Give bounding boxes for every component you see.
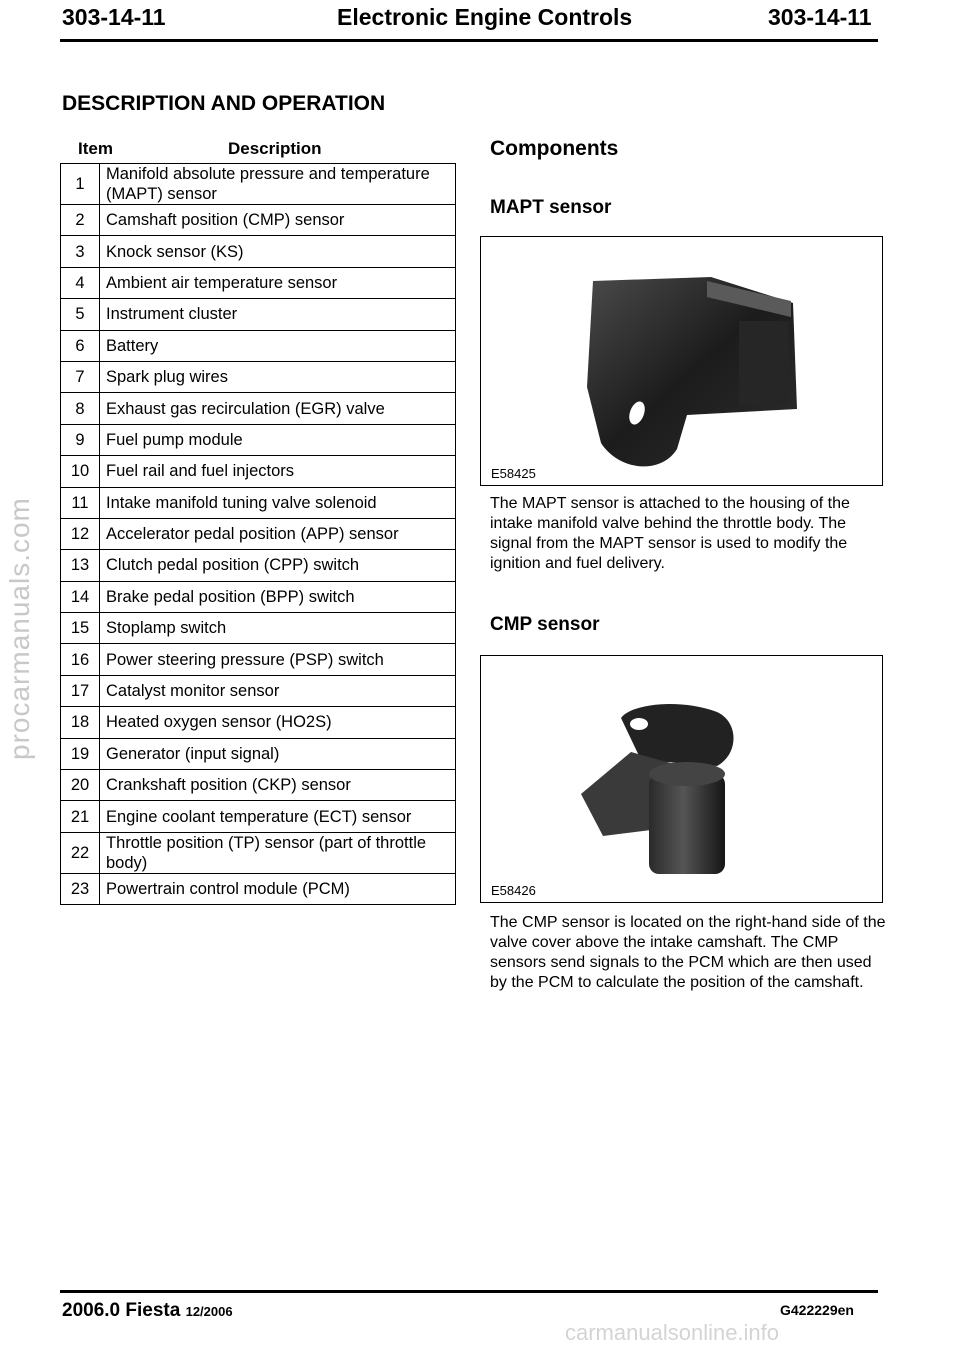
table-row (61, 518, 456, 549)
item-number: 4 (61, 267, 100, 298)
item-description: Ambient air temperature sensor (100, 267, 456, 298)
mapt-figure-code: E58425 (491, 466, 536, 481)
table-row (61, 613, 456, 644)
item-description: Exhaust gas recirculation (EGR) valve (100, 393, 456, 424)
table-row (61, 581, 456, 612)
item-number: 1 (61, 164, 100, 205)
bottom-watermark: carmanualsonline.info (565, 1320, 780, 1345)
item-description: Powertrain control module (PCM) (100, 873, 456, 904)
item-description: Engine coolant temperature (ECT) sensor (100, 801, 456, 832)
item-description: Stoplamp switch (100, 613, 456, 644)
item-number: 6 (61, 330, 100, 361)
item-description: Battery (100, 330, 456, 361)
table-row (61, 361, 456, 392)
items-table (60, 163, 456, 905)
header-page-number-left: 303-14-11 (62, 4, 166, 30)
table-row (61, 675, 456, 706)
table-row (61, 873, 456, 904)
table-row (61, 205, 456, 236)
table-row (61, 267, 456, 298)
item-number: 5 (61, 299, 100, 330)
item-number: 14 (61, 581, 100, 612)
footer-document-code: G422229en (780, 1302, 854, 1318)
table-row (61, 801, 456, 832)
table-row (61, 393, 456, 424)
item-description: Instrument cluster (100, 299, 456, 330)
table-row (61, 299, 456, 330)
header-rule (60, 39, 878, 42)
item-number: 2 (61, 205, 100, 236)
item-description: Fuel pump module (100, 424, 456, 455)
item-description: Intake manifold tuning valve solenoid (100, 487, 456, 518)
cmp-description: The CMP sensor is located on the right-hand side of the valve cover above the intake camshaft. The CMP sensors send signals to the PCM which are then used by the PCM to calculate the position of the camshaft. (490, 914, 886, 991)
item-number: 15 (61, 613, 100, 644)
item-number: 21 (61, 801, 100, 832)
components-heading: Components (490, 137, 619, 160)
item-description: Manifold absolute pressure and temperature (MAPT) sensor (100, 164, 456, 205)
item-number: 8 (61, 393, 100, 424)
header-chapter-title: Electronic Engine Controls (337, 4, 633, 30)
cmp-sensor-illustration (481, 656, 882, 902)
table-row (61, 456, 456, 487)
item-description: Knock sensor (KS) (100, 236, 456, 267)
item-description: Generator (input signal) (100, 738, 456, 769)
header-page-number-right: 303-14-11 (768, 4, 872, 30)
footer-rule (60, 1290, 878, 1293)
item-number: 3 (61, 236, 100, 267)
cmp-figure-code: E58426 (491, 883, 536, 898)
table-row (61, 644, 456, 675)
footer-date: 12/2006 (185, 1304, 233, 1319)
item-description: Brake pedal position (BPP) switch (100, 581, 456, 612)
item-number: 23 (61, 873, 100, 904)
item-number: 16 (61, 644, 100, 675)
item-number: 18 (61, 707, 100, 738)
table-header-description: Description (228, 139, 322, 158)
table-row (61, 330, 456, 361)
table-row (61, 770, 456, 801)
item-number: 19 (61, 738, 100, 769)
item-number: 10 (61, 456, 100, 487)
item-description: Catalyst monitor sensor (100, 675, 456, 706)
item-number: 7 (61, 361, 100, 392)
item-number: 22 (61, 832, 100, 873)
mapt-heading: MAPT sensor (490, 197, 612, 218)
mapt-sensor-figure (480, 236, 883, 486)
table-row (61, 832, 456, 873)
item-description: Power steering pressure (PSP) switch (100, 644, 456, 675)
side-watermark: procarmanuals.com (4, 497, 35, 760)
table-row (61, 738, 456, 769)
table-row (61, 424, 456, 455)
item-description: Spark plug wires (100, 361, 456, 392)
table-header-item: Item (78, 139, 113, 158)
item-number: 12 (61, 518, 100, 549)
item-number: 20 (61, 770, 100, 801)
cmp-heading: CMP sensor (490, 614, 600, 635)
mapt-sensor-illustration (481, 237, 882, 485)
item-description: Clutch pedal position (CPP) switch (100, 550, 456, 581)
item-description: Heated oxygen sensor (HO2S) (100, 707, 456, 738)
section-title: DESCRIPTION AND OPERATION (62, 92, 386, 115)
footer-model-name: 2006.0 Fiesta (62, 1300, 181, 1321)
item-description: Camshaft position (CMP) sensor (100, 205, 456, 236)
table-row (61, 164, 456, 205)
table-row (61, 487, 456, 518)
mapt-description: The MAPT sensor is attached to the housing of the intake manifold valve behind the throttle body. The signal from the MAPT sensor is used to modify the ignition and fuel delivery. (490, 495, 850, 572)
table-row (61, 550, 456, 581)
item-description: Crankshaft position (CKP) sensor (100, 770, 456, 801)
item-number: 9 (61, 424, 100, 455)
table-row (61, 707, 456, 738)
table-row (61, 236, 456, 267)
item-number: 11 (61, 487, 100, 518)
item-number: 17 (61, 675, 100, 706)
item-number: 13 (61, 550, 100, 581)
item-description: Accelerator pedal position (APP) sensor (100, 518, 456, 549)
footer-model (62, 1300, 233, 1322)
cmp-sensor-figure (480, 655, 883, 903)
item-description: Throttle position (TP) sensor (part of throttle body) (100, 832, 456, 873)
item-description: Fuel rail and fuel injectors (100, 456, 456, 487)
